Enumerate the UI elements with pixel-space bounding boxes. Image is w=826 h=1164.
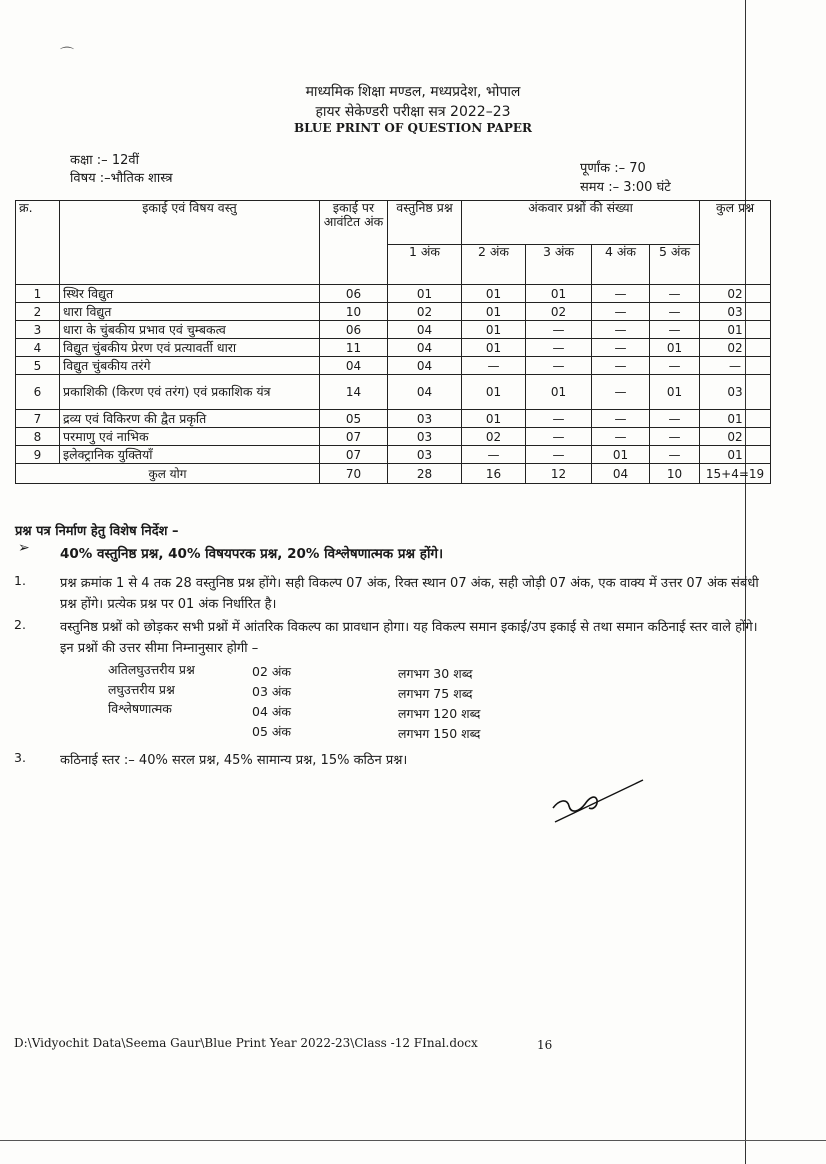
col-4mark-header: 4 अंक [592, 245, 650, 285]
cell-m2: 01 [462, 285, 526, 303]
limit-type: अतिलघुउत्तरीय प्रश्न [108, 662, 195, 677]
total-m5: 10 [650, 464, 700, 484]
cell-m5: 01 [650, 339, 700, 357]
cell-sno: 1 [16, 285, 60, 303]
instruction-item-3: कठिनाई स्तर :– 40% सरल प्रश्न, 45% सामान्य प्रश्न, 15% कठिन प्रश्न। [60, 753, 408, 768]
cell-unit: धारा विद्युत [60, 303, 320, 321]
cell-m4: — [592, 339, 650, 357]
cell-total: 02 [700, 428, 771, 446]
limit-words: लगभग 150 शब्द [398, 726, 481, 741]
cell-obj: 02 [388, 303, 462, 321]
cell-alloc: 10 [320, 303, 388, 321]
cell-total: 01 [700, 321, 771, 339]
instruction-item-1: प्रश्न क्रमांक 1 से 4 तक 28 वस्तुनिष्ठ प्रश्न होंगे। सही विकल्प 07 अंक, रिक्त स्थान 07 अंक, सही जोड़ी 07 अंक, एक वाक्य में उत्तर 07 अंक संबंधी प्रश्न होंगे। प्रत्येक प्रश्न पर 01 अंक निर्धारित है। [60, 576, 759, 612]
cell-m3: — [526, 339, 592, 357]
cell-m4: — [592, 357, 650, 375]
cell-m2: 01 [462, 375, 526, 410]
cell-m3: 01 [526, 285, 592, 303]
limit-words: लगभग 120 शब्द [398, 706, 481, 721]
cell-unit: प्रकाशिकी (किरण एवं तरंग) एवं प्रकाशिक यंत्र [60, 375, 320, 410]
cell-m5: 01 [650, 375, 700, 410]
subject-label: विषय :–भौतिक शास्त्र [70, 171, 173, 186]
cell-obj: 04 [388, 321, 462, 339]
limit-marks: 04 अंक [252, 704, 292, 719]
col-unit-header: इकाई एवं विषय वस्तु [60, 201, 320, 285]
cell-alloc: 14 [320, 375, 388, 410]
cell-m4: — [592, 428, 650, 446]
item-number: 2. [14, 617, 26, 632]
cell-sno: 3 [16, 321, 60, 339]
total-obj: 28 [388, 464, 462, 484]
pen-mark: ⌒ [60, 47, 74, 63]
cell-total: 02 [700, 285, 771, 303]
cell-alloc: 06 [320, 285, 388, 303]
cell-m3: — [526, 410, 592, 428]
cell-unit: इलेक्ट्रानिक युक्तियॉं [60, 446, 320, 464]
cell-alloc: 07 [320, 446, 388, 464]
cell-m4: — [592, 303, 650, 321]
cell-unit: विद्युत चुंबकीय प्रेरण एवं प्रत्यावर्ती धारा [60, 339, 320, 357]
cell-alloc: 11 [320, 339, 388, 357]
item-number: 1. [14, 573, 26, 588]
cell-total: 01 [700, 446, 771, 464]
cell-m2: — [462, 357, 526, 375]
class-label: कक्षा :– 12वीं [70, 153, 139, 168]
cell-m3: — [526, 357, 592, 375]
cell-obj: 03 [388, 446, 462, 464]
blueprint-table [15, 200, 771, 484]
cell-m2: 01 [462, 410, 526, 428]
cell-unit: द्रव्य एवं विकिरण की द्वैत प्रकृति [60, 410, 320, 428]
limit-words: लगभग 75 शब्द [398, 686, 473, 701]
cell-unit: धारा के चुंबकीय प्रभाव एवं चुम्बकत्व [60, 321, 320, 339]
cell-m3: — [526, 321, 592, 339]
cell-m3: 02 [526, 303, 592, 321]
col-1mark-header: 1 अंक [388, 245, 462, 285]
cell-m2: 01 [462, 339, 526, 357]
cell-unit: परमाणु एवं नाभिक [60, 428, 320, 446]
col-5mark-header: 5 अंक [650, 245, 700, 285]
page-number: 16 [537, 1038, 553, 1052]
limit-marks: 03 अंक [252, 684, 292, 699]
table-row [16, 375, 771, 410]
limit-marks: 02 अंक [252, 664, 292, 679]
cell-sno: 4 [16, 339, 60, 357]
board-name: माध्यमिक शिक्षा मण्डल, मध्यप्रदेश, भोपाल [305, 84, 521, 100]
col-markwise-header: अंकवार प्रश्नों की संख्या [462, 201, 700, 245]
cell-m2: 02 [462, 428, 526, 446]
scan-edge-horizontal [0, 1140, 826, 1141]
total-m2: 16 [462, 464, 526, 484]
cell-total: 01 [700, 410, 771, 428]
cell-m5: — [650, 410, 700, 428]
total-alloc: 70 [320, 464, 388, 484]
total-m3: 12 [526, 464, 592, 484]
file-path: D:\Vidyochit Data\Seema Gaur\Blue Print Year 2022-23\Class -12 FInal.docx [14, 1036, 478, 1050]
cell-m3: 01 [526, 375, 592, 410]
col-total-header: कुल प्रश्न [700, 201, 771, 285]
cell-obj: 04 [388, 357, 462, 375]
cell-obj: 04 [388, 339, 462, 357]
cell-sno: 5 [16, 357, 60, 375]
cell-m2: — [462, 446, 526, 464]
document-title: BLUE PRINT OF QUESTION PAPER [293, 121, 533, 135]
col-objective-header: वस्तुनिष्ठ प्रश्न [388, 201, 462, 245]
table-row [16, 357, 771, 375]
cell-m4: — [592, 375, 650, 410]
cell-m3: — [526, 446, 592, 464]
cell-sno: 2 [16, 303, 60, 321]
table-row [16, 303, 771, 321]
cell-m5: — [650, 357, 700, 375]
cell-obj: 04 [388, 375, 462, 410]
col-2mark-header: 2 अंक [462, 245, 526, 285]
max-marks-label: पूर्णांक :– 70 [580, 161, 646, 176]
table-row [16, 339, 771, 357]
cell-m5: — [650, 285, 700, 303]
limit-marks: 05 अंक [252, 724, 292, 739]
col-3mark-header: 3 अंक [526, 245, 592, 285]
question-ratio-note: 40% वस्तुनिष्ठ प्रश्न, 40% विषयपरक प्रश्न, 20% विश्लेषणात्मक प्रश्न होंगे। [60, 546, 444, 562]
col-sno-header: क्र. [16, 201, 60, 285]
cell-m4: — [592, 285, 650, 303]
instruction-item-2: वस्तुनिष्ठ प्रश्नों को छोड़कर सभी प्रश्नों में आंतरिक विकल्प का प्रावधान होगा। यह विकल्प समान इकाई/उप इकाई से तथा समान कठिनाई स्तर वाले होंगे। इन प्रश्नों की उत्तर सीमा निम्नानुसार होगी – [60, 620, 758, 656]
cell-obj: 03 [388, 428, 462, 446]
cell-unit: विद्युत चुंबकीय तरंगे [60, 357, 320, 375]
limit-type: विश्लेषणात्मक [108, 701, 172, 716]
cell-alloc: 04 [320, 357, 388, 375]
table-row [16, 446, 771, 464]
signature [545, 770, 655, 830]
cell-sno: 8 [16, 428, 60, 446]
cell-m4: — [592, 410, 650, 428]
cell-sno: 7 [16, 410, 60, 428]
table-row [16, 428, 771, 446]
table-row [16, 285, 771, 303]
cell-alloc: 06 [320, 321, 388, 339]
table-row [16, 321, 771, 339]
cell-m4: — [592, 321, 650, 339]
cell-obj: 01 [388, 285, 462, 303]
cell-m2: 01 [462, 321, 526, 339]
cell-obj: 03 [388, 410, 462, 428]
cell-m5: — [650, 446, 700, 464]
total-row [16, 464, 771, 484]
cell-m5: — [650, 303, 700, 321]
instructions-title: प्रश्न पत्र निर्माण हेतु विशेष निर्देश – [15, 524, 179, 539]
time-label: समय :– 3:00 घंटे [580, 180, 671, 195]
cell-m2: 01 [462, 303, 526, 321]
cell-unit: स्थिर विद्युत [60, 285, 320, 303]
total-m4: 04 [592, 464, 650, 484]
cell-total: 03 [700, 303, 771, 321]
cell-m5: — [650, 428, 700, 446]
cell-m5: — [650, 321, 700, 339]
cell-total: — [700, 357, 771, 375]
cell-m4: 01 [592, 446, 650, 464]
item-number: 3. [14, 750, 26, 765]
total-questions: 15+4=19 [700, 464, 771, 484]
exam-session: हायर सेकेण्डरी परीक्षा सत्र 2022–23 [315, 104, 511, 120]
table-row [16, 410, 771, 428]
col-alloc-header: इकाई पर आवंटित अंक [320, 201, 388, 285]
cell-total: 02 [700, 339, 771, 357]
limit-words: लगभग 30 शब्द [398, 666, 473, 681]
cell-alloc: 05 [320, 410, 388, 428]
cell-alloc: 07 [320, 428, 388, 446]
cell-m3: — [526, 428, 592, 446]
cell-total: 03 [700, 375, 771, 410]
cell-sno: 6 [16, 375, 60, 410]
total-label: कुल योग [16, 464, 320, 484]
cell-sno: 9 [16, 446, 60, 464]
arrow-bullet-icon: ➢ [18, 540, 30, 556]
limit-type: लघुउत्तरीय प्रश्न [108, 682, 175, 697]
